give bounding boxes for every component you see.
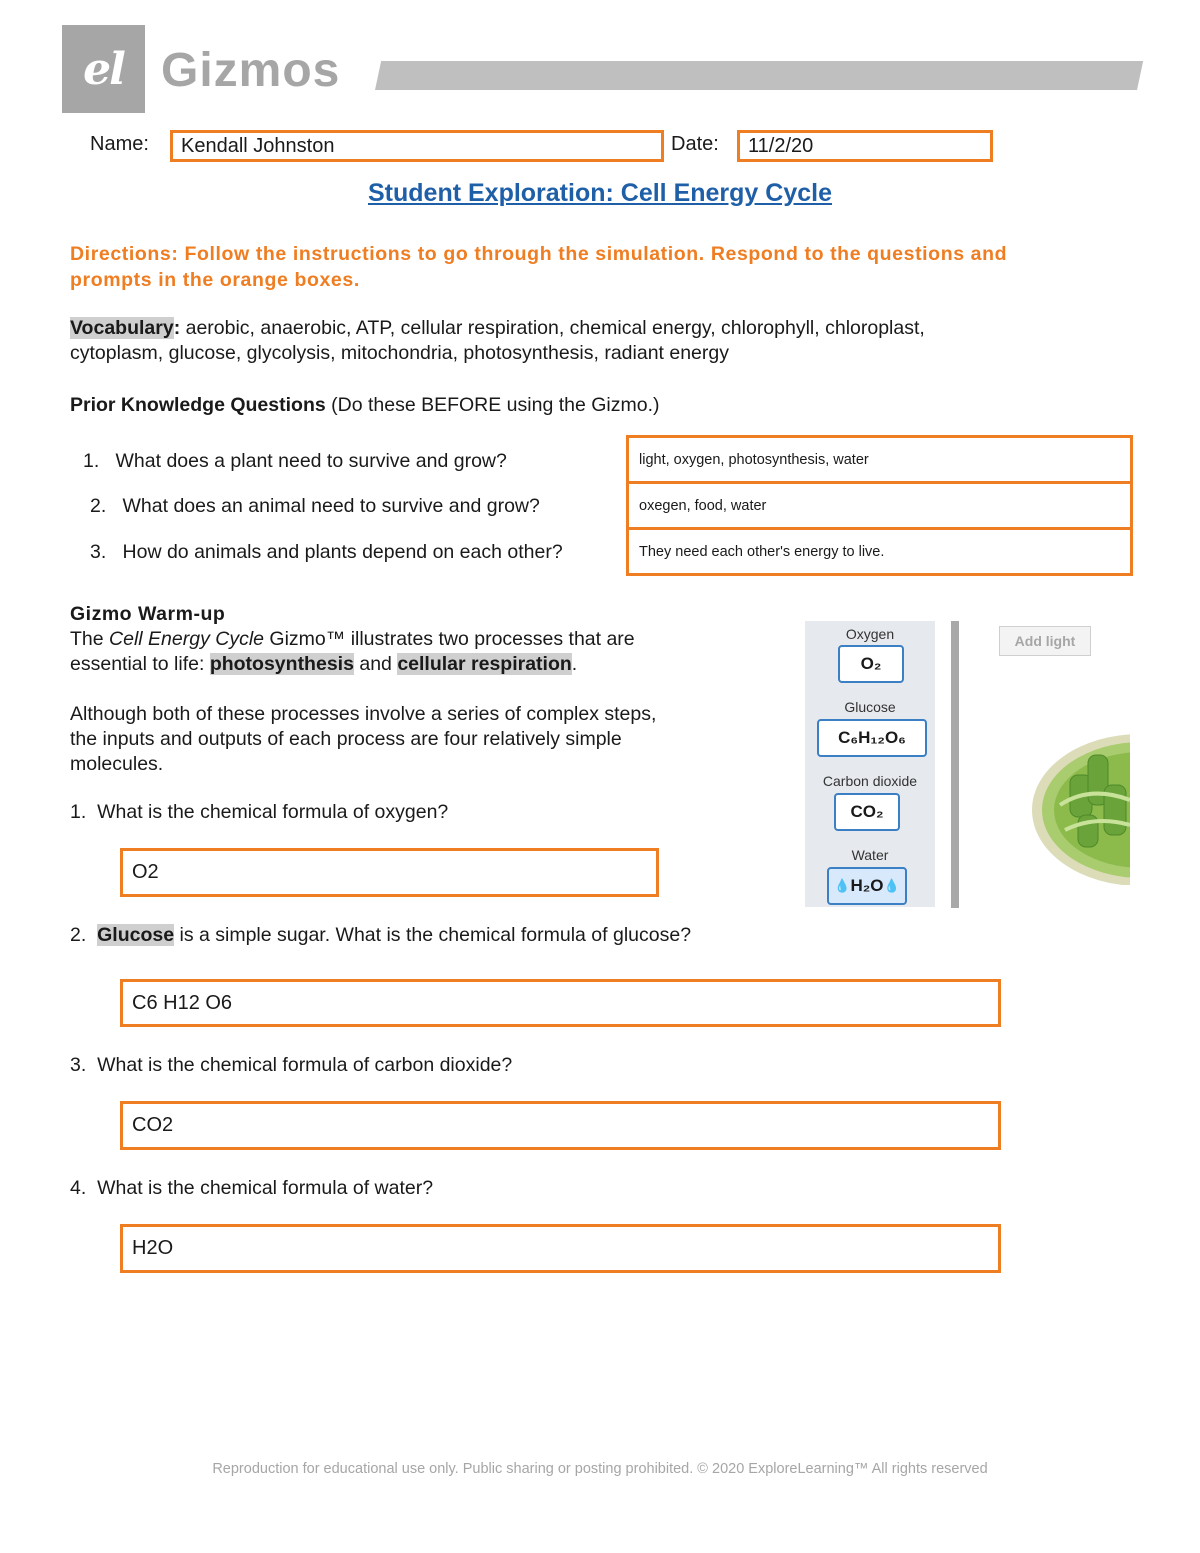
term-photosynthesis: photosynthesis	[209, 653, 354, 675]
water-drop-icon: 💧	[883, 878, 900, 893]
carbon-dioxide-molecule[interactable]: CO₂	[834, 793, 900, 831]
carbon-dioxide-label: Carbon dioxide	[822, 773, 918, 789]
glucose-molecule[interactable]: C₆H₁₂O₆	[817, 719, 927, 757]
vocabulary-list-continued: cytoplasm, glucose, glycolysis, mitochondria, photosynthesis, radiant energy	[70, 342, 729, 364]
term-glucose: Glucose	[97, 924, 175, 946]
warmup-paragraph-2: Although both of these processes involve a series of complex steps, the inputs and outputs of each process are four relatively simple molecules.	[70, 703, 657, 775]
add-light-button[interactable]: Add light	[999, 626, 1091, 656]
pk-question-2: 2. What does an animal need to survive and grow?	[90, 495, 540, 517]
prior-knowledge-heading: Prior Knowledge Questions (Do these BEFORE using the Gizmo.)	[70, 394, 660, 416]
pk-answer-1[interactable]: light, oxygen, photosynthesis, water	[629, 438, 1130, 484]
panel-divider	[951, 621, 959, 908]
date-field[interactable]: 11/2/20	[737, 130, 993, 162]
name-label: Name:	[90, 133, 149, 155]
page-title: Student Exploration: Cell Energy Cycle	[368, 179, 832, 207]
name-field[interactable]: Kendall Johnston	[170, 130, 664, 162]
pk-question-3: 3. How do animals and plants depend on each other?	[90, 541, 563, 563]
gizmo-molecule-panel	[805, 621, 935, 907]
directions-text: Directions: Follow the instructions to go through the simulation. Respond to the questions and prompts in the orange boxes.	[70, 243, 1008, 291]
answer-carbon-dioxide[interactable]: CO2	[120, 1101, 1001, 1150]
water-label: Water	[851, 847, 889, 863]
chloroplast-image	[1030, 715, 1130, 885]
warmup-section	[70, 602, 770, 777]
water-molecule[interactable]: 💧 H₂O 💧	[827, 867, 907, 905]
warmup-heading: Gizmo Warm-up	[70, 603, 226, 625]
explorelearning-logo	[62, 25, 145, 113]
warmup-paragraph-1: The Cell Energy Cycle Gizmo™ illustrates two processes that are essential to life: photosynthesis and cellular respiration.	[70, 628, 635, 675]
pk-question-1: 1. What does a plant need to survive and grow?	[83, 450, 507, 472]
header-bar	[375, 61, 1143, 90]
warmup-question-4: 4. What is the chemical formula of water?	[70, 1177, 434, 1199]
date-label: Date:	[671, 133, 719, 155]
warmup-question-3: 3. What is the chemical formula of carbon dioxide?	[70, 1054, 513, 1076]
pk-answer-3[interactable]: They need each other's energy to live.	[639, 543, 885, 560]
warmup-question-1: 1. What is the chemical formula of oxygen?	[70, 801, 449, 823]
vocabulary-section: Vocabulary: aerobic, anaerobic, ATP, cellular respiration, chemical energy, chlorophyll, chloroplast, cytoplasm, glucose, glycolysis, mitochondria, photosynthesis, radiant energy	[70, 316, 1130, 366]
term-cellular-respiration: cellular respiration	[397, 653, 572, 675]
oxygen-molecule[interactable]: O₂	[838, 645, 904, 683]
logo-mark: el	[83, 43, 124, 95]
answer-water[interactable]: H2O	[120, 1224, 1001, 1273]
pk-answer-table	[626, 435, 1133, 576]
glucose-label: Glucose	[844, 699, 896, 715]
copyright-footer: Reproduction for educational use only. Public sharing or posting prohibited. © 2020 ExploreLearning™ All rights reserved	[212, 1461, 988, 1477]
oxygen-label: Oxygen	[845, 626, 895, 642]
vocabulary-list: aerobic, anaerobic, ATP, cellular respiration, chemical energy, chlorophyll, chloroplast,	[180, 317, 925, 339]
answer-glucose[interactable]: C6 H12 O6	[120, 979, 1001, 1027]
water-drop-icon: 💧	[834, 878, 851, 893]
pk-answer-2[interactable]: oxegen, food, water	[629, 484, 1130, 530]
answer-oxygen[interactable]: O2	[120, 848, 659, 897]
gizmos-brand: Gizmos	[161, 44, 341, 97]
vocabulary-label: Vocabulary	[70, 317, 174, 339]
warmup-question-2: 2. Glucose is a simple sugar. What is the chemical formula of glucose?	[70, 924, 692, 946]
